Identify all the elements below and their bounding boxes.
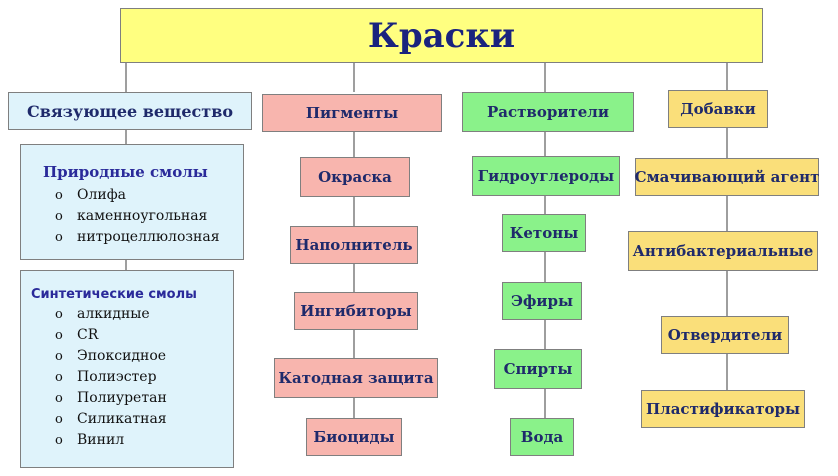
- pigment-item: Окраска: [300, 157, 410, 197]
- synthetic-resins-panel: [20, 270, 234, 468]
- list-item: o Силикатная: [55, 409, 233, 430]
- solvent-item: Эфиры: [502, 282, 582, 320]
- pigment-item: Ингибиторы: [294, 292, 418, 330]
- additive-item: Смачивающий агент: [635, 158, 819, 196]
- natural-resins-title: Природные смолы: [43, 163, 208, 181]
- synthetic-resins-list: [55, 304, 233, 451]
- root-node: Краски: [120, 8, 763, 63]
- natural-resins-list: [55, 185, 243, 248]
- solvent-item: Вода: [510, 418, 574, 456]
- category-binder: Связующее вещество: [8, 92, 252, 130]
- pigment-item: Катодная защита: [274, 358, 438, 398]
- additive-item: Отвердители: [661, 316, 789, 354]
- pigment-item: Биоциды: [306, 418, 402, 456]
- natural-resins-panel: [20, 144, 244, 260]
- category-solvents: Растворители: [462, 92, 634, 132]
- synthetic-resins-title: Синтетические смолы: [31, 287, 197, 302]
- list-item: o Полиуретан: [55, 388, 233, 409]
- solvent-item: Спирты: [494, 349, 582, 389]
- list-item: o алкидные: [55, 304, 233, 325]
- list-item: o каменноугольная: [55, 206, 243, 227]
- category-pigments: Пигменты: [262, 94, 442, 132]
- additive-item: Антибактериальные: [628, 231, 818, 271]
- solvent-item: Кетоны: [502, 214, 586, 252]
- solvent-item: Гидроуглероды: [472, 156, 620, 196]
- list-item: o нитроцеллюлозная: [55, 227, 243, 248]
- additive-item: Пластификаторы: [641, 390, 805, 428]
- list-item: o Полиэстер: [55, 367, 233, 388]
- list-item: o Винил: [55, 430, 233, 451]
- list-item: o Эпоксидное: [55, 346, 233, 367]
- list-item: o CR: [55, 325, 233, 346]
- category-additives: Добавки: [668, 90, 768, 128]
- pigment-item: Наполнитель: [290, 226, 418, 264]
- list-item: o Олифа: [55, 185, 243, 206]
